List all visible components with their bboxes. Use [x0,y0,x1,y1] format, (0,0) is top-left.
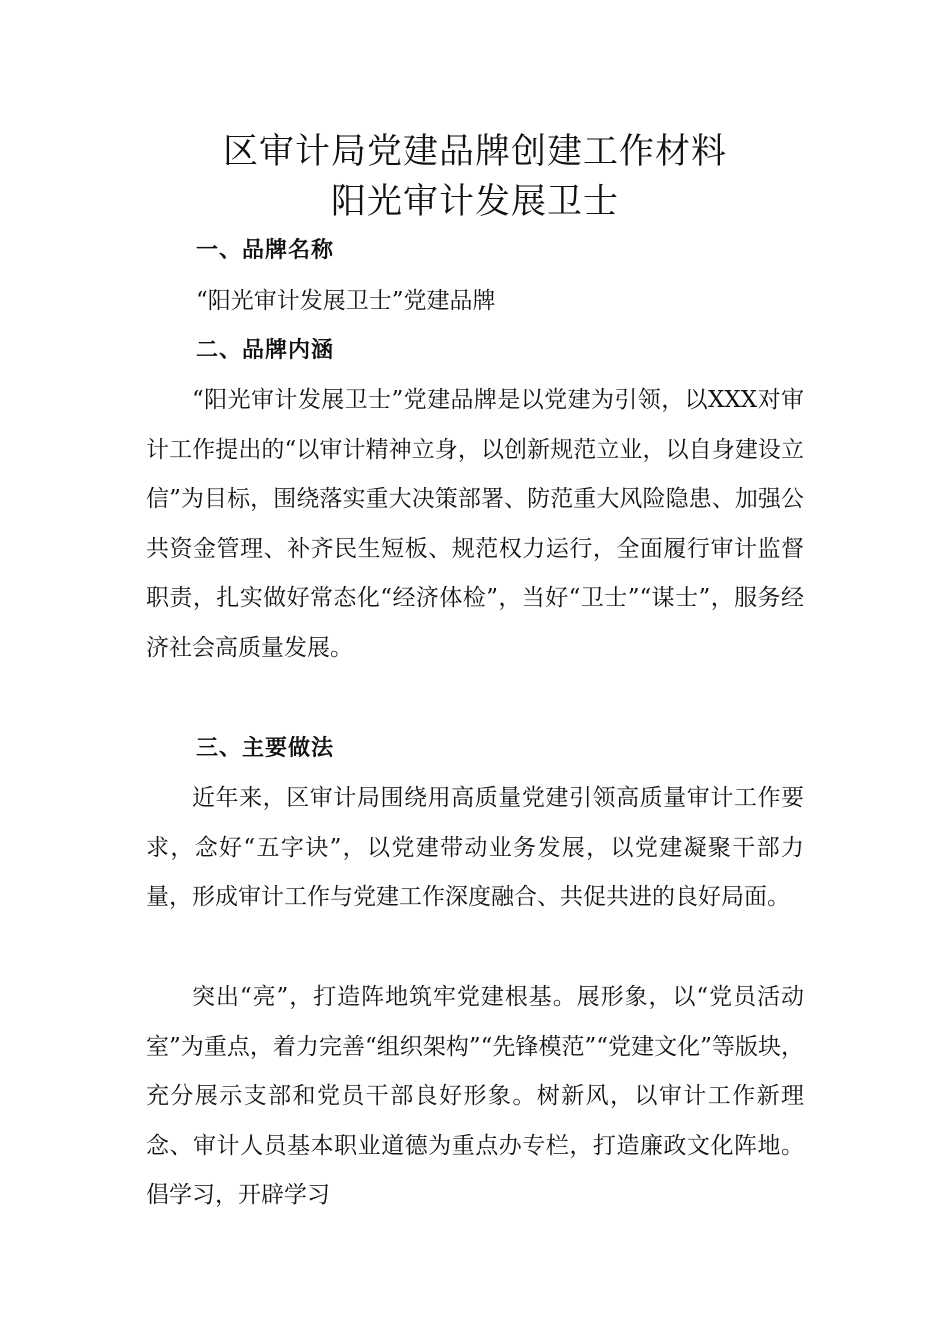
document-subtitle: 阳光审计发展卫士 [330,182,619,222]
section-heading-brand-meaning: 二、品牌内涵 [196,338,335,363]
practices-highlight-paragraph: 突出“亮”，打造阵地筑牢党建根基。展形象，以“党员活动室”为重点，着力完善“组织架构”“先锋模范”“党建文化”等版块，充分展示支部和党员干部良好形象。树新风，以审计工作新理念、审计人员基本职业道德为重点办专栏，打造廉政文化阵地。倡学习，开辟学习 [146,984,804,1209]
section-heading-main-practices: 三、主要做法 [196,736,335,761]
practices-intro-paragraph: 近年来，区审计局围绕用高质量党建引领高质量审计工作要求，念好“五字诀”，以党建带动业务发展，以党建凝聚干部力量，形成审计工作与党建工作深度融合、共促共进的良好局面。 [146,785,804,911]
document-title: 区审计局党建品牌创建工作材料 [222,132,727,172]
brand-meaning-paragraph: “阳光审计发展卫士”党建品牌是以党建为引领，以XXX对审计工作提出的“以审计精神立身，以创新规范立业，以自身建设立信”为目标，围绕落实重大决策部署、防范重大风险隐患、加强公共资金管理、补齐民生短板、规范权力运行，全面履行审计监督职责，扎实做好常态化“经济体检”，当好“卫士”“谋士”，服务经济社会高质量发展。 [146,387,804,661]
section-heading-brand-name: 一、品牌名称 [196,238,335,263]
brand-name-paragraph: “阳光审计发展卫士”党建品牌 [196,288,496,314]
